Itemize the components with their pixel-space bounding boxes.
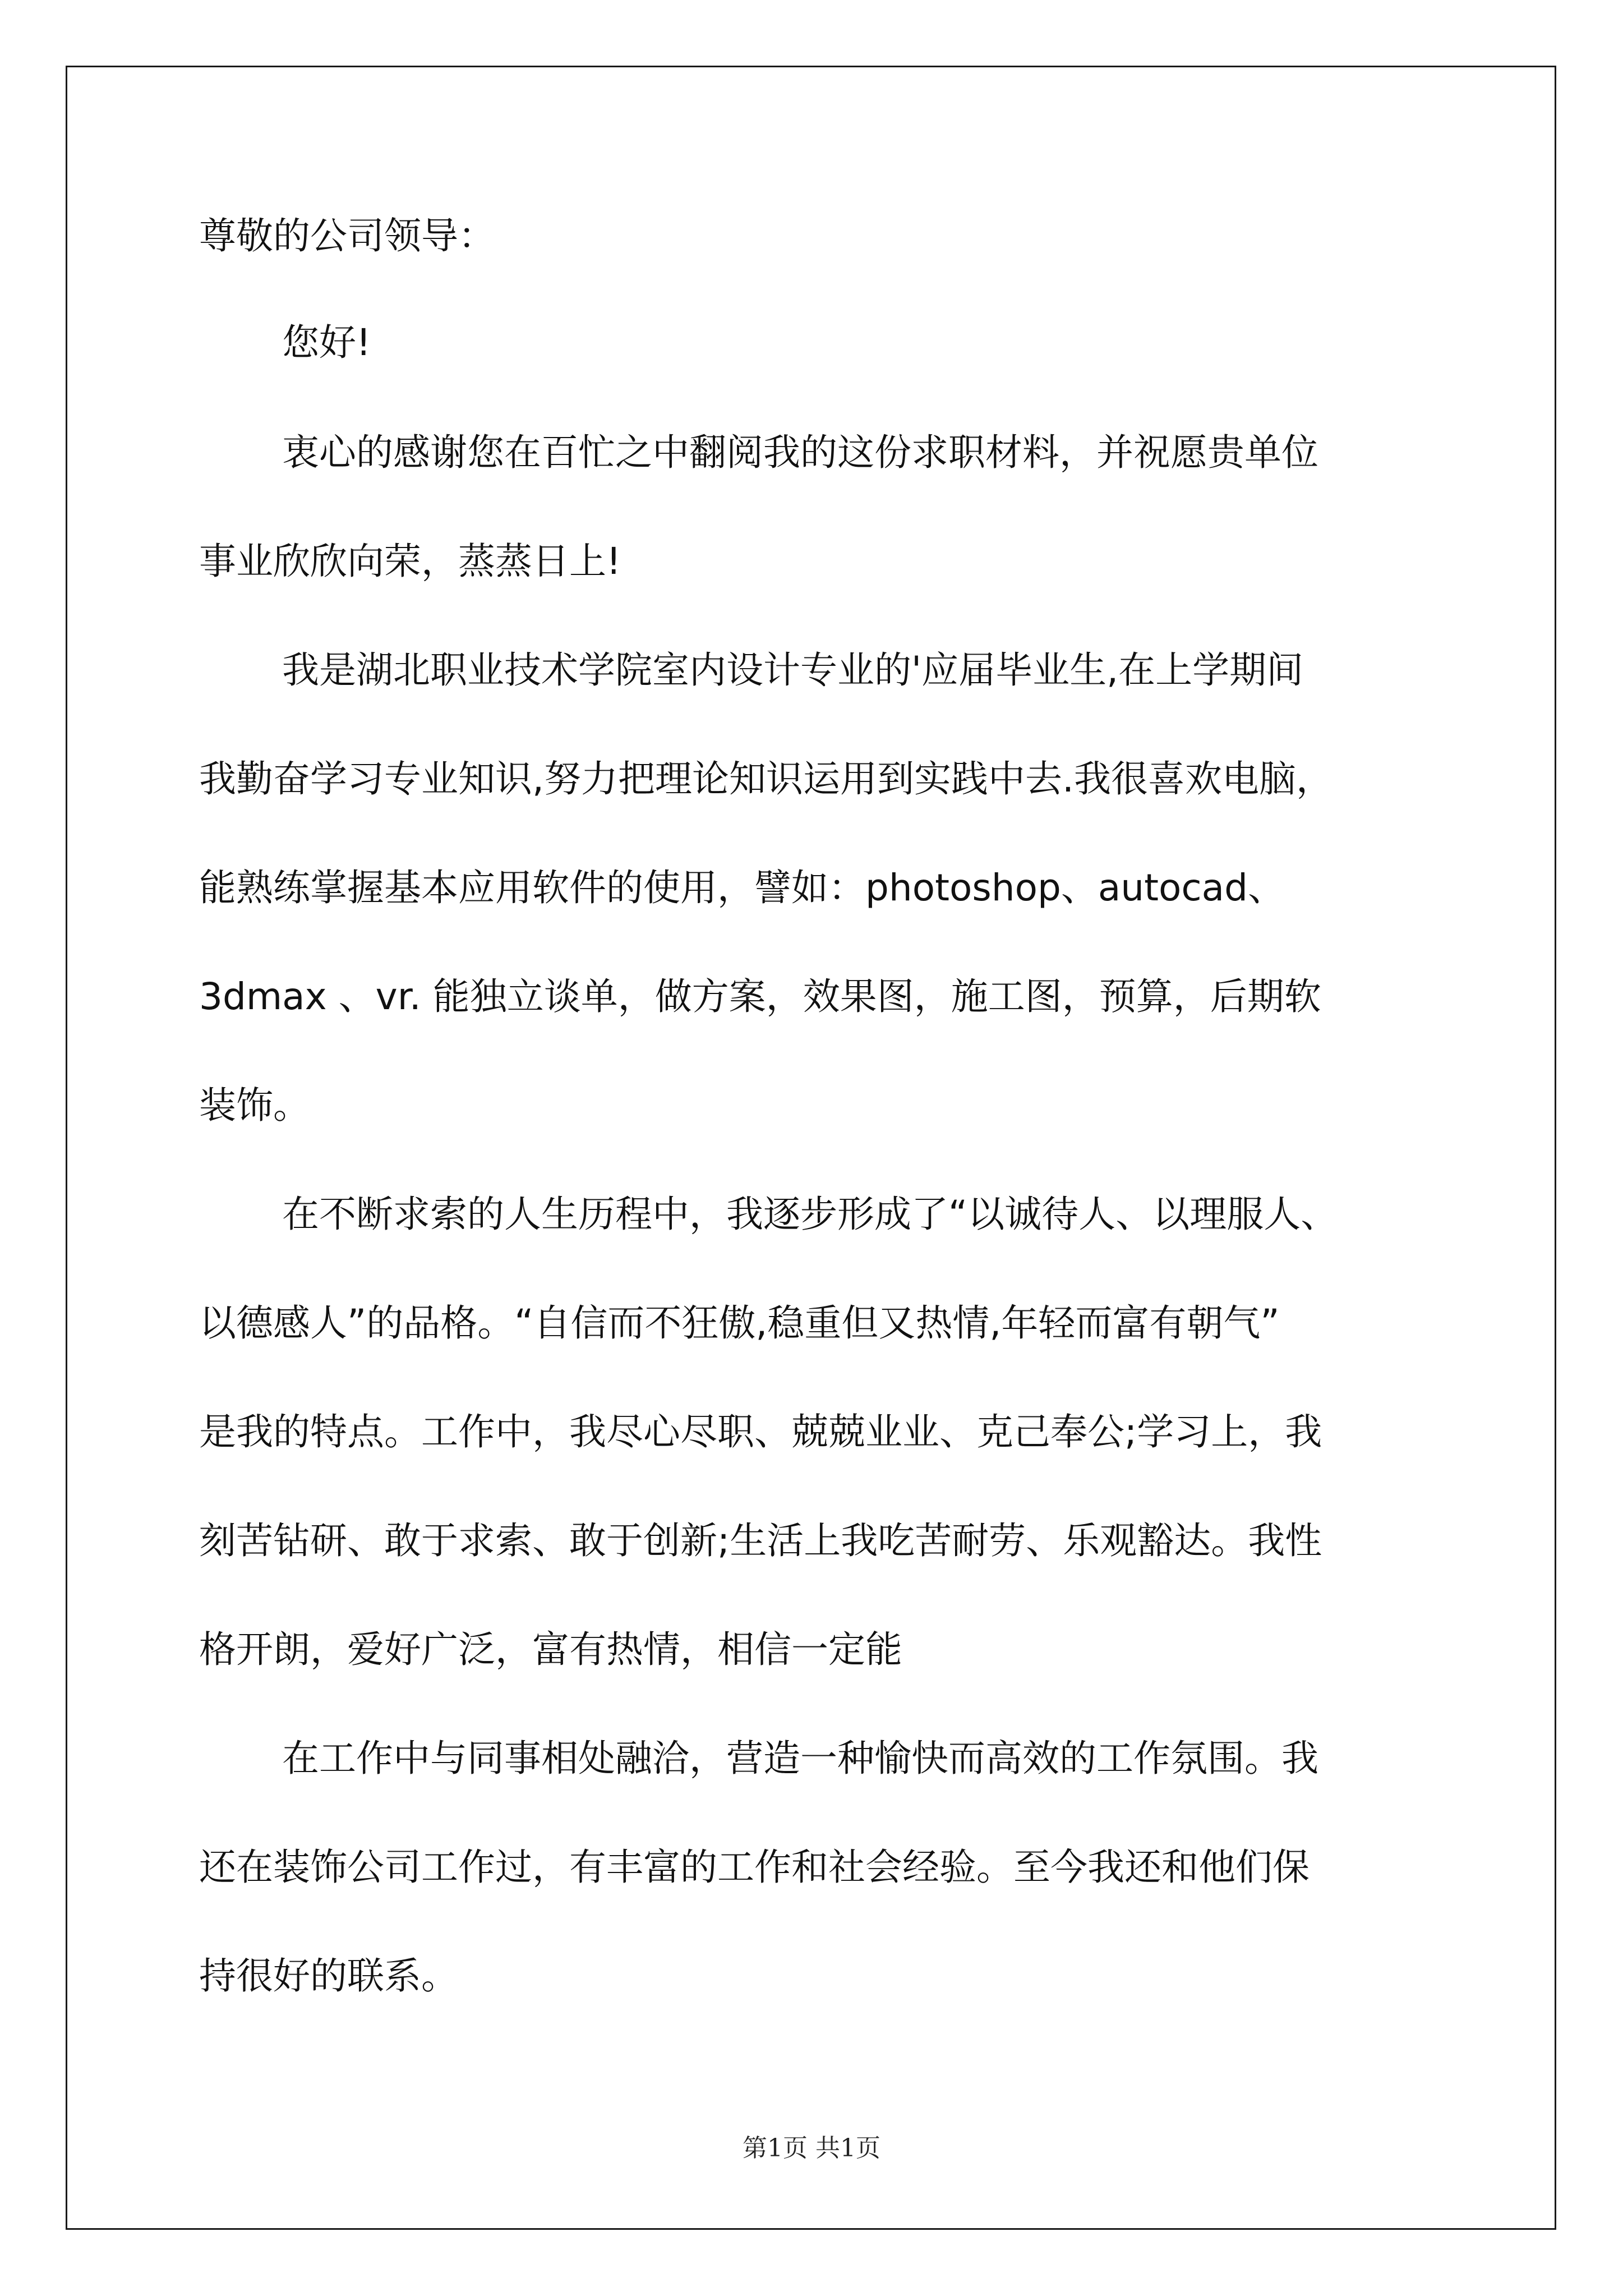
paragraph-2-line-2: 我勤奋学习专业知识,努力把理论知识运用到实践中去.我很喜欢电脑， (199, 757, 1333, 800)
page-number: 第1页 共1页 (743, 2134, 880, 2162)
paragraph-4-line-3: 持很好的联系。 (199, 1954, 458, 1998)
paragraph-3-line-1: 在不断求索的人生历程中，我逐步形成了“以诚待人、以理服人、 (282, 1193, 1338, 1236)
greeting: 您好! (282, 321, 371, 364)
paragraph-1-line-2: 事业欣欣向荣，蒸蒸日上! (199, 540, 621, 583)
paragraph-4-line-1: 在工作中与同事相处融洽，营造一种愉快而高效的工作氛围。我 (282, 1737, 1318, 1780)
paragraph-2-line-4: 3dmax 、vr. 能独立谈单，做方案，效果图，施工图，预算，后期软 (199, 975, 1321, 1018)
page-border (66, 66, 1556, 2230)
paragraph-2-line-3: 能熟练掌握基本应用软件的使用，譬如：photoshop、autocad、 (199, 866, 1285, 909)
paragraph-3-line-2: 以德感人”的品格。“自信而不狂傲,稳重但又热情,年轻而富有朝气” (199, 1301, 1280, 1345)
paragraph-1-line-1: 衷心的感谢您在百忙之中翻阅我的这份求职材料，并祝愿贵单位 (282, 431, 1318, 474)
paragraph-4-line-2: 还在装饰公司工作过，有丰富的工作和社会经验。至今我还和他们保 (199, 1846, 1310, 1889)
paragraph-3-line-5: 格开朗，爱好广泛，富有热情，相信一定能 (199, 1628, 902, 1671)
paragraph-3-line-4: 刻苦钻研、敢于求索、敢于创新;生活上我吃苦耐劳、乐观豁达。我性 (199, 1519, 1322, 1562)
salutation: 尊敬的公司领导： (199, 214, 495, 257)
paragraph-2-line-5: 装饰。 (199, 1084, 310, 1127)
paragraph-3-line-3: 是我的特点。工作中，我尽心尽职、兢兢业业、克己奉公;学习上，我 (199, 1410, 1322, 1453)
paragraph-2-line-1: 我是湖北职业技术学院室内设计专业的'应届毕业生,在上学期间 (282, 648, 1304, 692)
